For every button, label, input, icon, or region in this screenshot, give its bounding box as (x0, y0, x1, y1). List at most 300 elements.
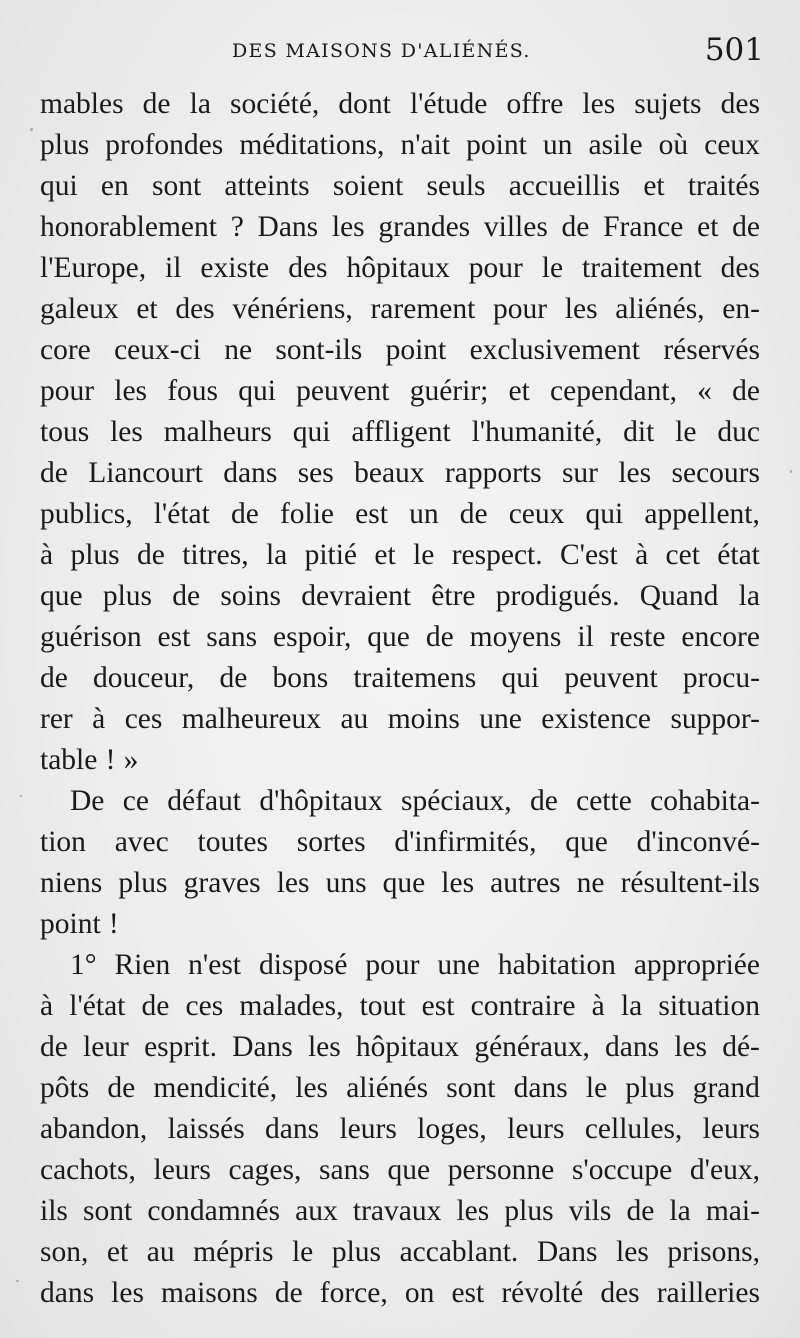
word: dans (223, 457, 278, 489)
word: core (40, 334, 91, 366)
word: d'eux, (689, 1154, 760, 1186)
text-line (40, 84, 760, 125)
word: et (136, 293, 158, 325)
word: 1° (70, 949, 97, 981)
word: mables (40, 88, 124, 120)
word: affligent (351, 416, 451, 448)
word: de (40, 1031, 68, 1063)
word: au (340, 703, 369, 735)
word: cohabita- (650, 785, 760, 817)
word: ceux (508, 498, 565, 530)
word: les (295, 1072, 329, 1104)
word: il (165, 252, 182, 284)
word: Dans (536, 1236, 598, 1268)
word: les (616, 1236, 649, 1268)
word: appellent, (644, 498, 760, 530)
word: de (561, 211, 590, 243)
word: disposé (258, 949, 348, 981)
word: encore (681, 621, 760, 653)
word: sont-ils (275, 334, 363, 366)
word: que (40, 580, 83, 612)
word: de (230, 498, 259, 530)
word: le (675, 416, 697, 448)
word: grandes (378, 211, 471, 243)
word: malheureux (181, 703, 322, 735)
word: cachots, (40, 1154, 136, 1186)
word: secours (671, 457, 760, 489)
word: rer (40, 703, 73, 735)
text-line (40, 494, 760, 535)
word: de (425, 621, 454, 653)
word: révolté (501, 1277, 584, 1309)
word: mendicité, (153, 1072, 278, 1104)
word: point (385, 334, 447, 366)
word: ses (297, 457, 334, 489)
running-head (0, 30, 800, 74)
word: de (40, 457, 68, 489)
word: seuls (426, 170, 486, 202)
word: et (106, 1236, 129, 1268)
word: les (110, 416, 143, 448)
word: n'ait (400, 129, 451, 161)
word: ? (230, 211, 244, 243)
word: que (367, 621, 410, 653)
word: Quand (639, 580, 719, 612)
word: mai- (705, 1195, 760, 1227)
word: résultent-ils (620, 867, 760, 899)
word: traitemens (353, 662, 477, 694)
word: pitié (304, 539, 358, 571)
word: des (720, 88, 760, 120)
word: des (720, 252, 760, 284)
word: existence (541, 703, 652, 735)
word: est (421, 990, 455, 1022)
word: ne (224, 334, 253, 366)
word: table (40, 744, 98, 776)
word: force, (319, 1277, 388, 1309)
word: on (404, 1277, 435, 1309)
word: sont (446, 1072, 496, 1104)
word: qui (585, 498, 624, 530)
word: hôpitaux (355, 1031, 460, 1063)
text-line (40, 125, 760, 166)
word: l'Europe, (40, 252, 147, 284)
word: méditations, (239, 129, 385, 161)
word: traités (687, 170, 760, 202)
word: ils (40, 1195, 68, 1227)
word: un (409, 498, 439, 530)
word: publics, (40, 498, 133, 530)
word: dans (605, 1031, 660, 1063)
word: dé- (722, 1031, 760, 1063)
word: ces (124, 703, 163, 735)
word: loges, (417, 1113, 487, 1145)
word: De (70, 785, 105, 817)
word: sur (561, 457, 598, 489)
word: ceux-ci (114, 334, 201, 366)
word: leurs (702, 1113, 760, 1145)
word: C'est (559, 539, 618, 571)
word: villes (483, 211, 548, 243)
word: ces (185, 990, 224, 1022)
word: vils (568, 1195, 612, 1227)
word: de (107, 1072, 136, 1104)
word: qui (40, 170, 78, 202)
word: avec (114, 826, 169, 858)
word: sont (83, 1195, 133, 1227)
word: soient (332, 170, 404, 202)
word: d'infirmités, (394, 826, 537, 858)
word: où (658, 129, 689, 161)
word: tion (40, 826, 86, 858)
word: de (141, 990, 170, 1022)
word: peuvent (296, 375, 390, 407)
word: habitation (497, 949, 616, 981)
word: vénériens, (232, 293, 353, 325)
word: cependant, (550, 375, 677, 407)
word: l'état (69, 990, 126, 1022)
word: exclusivement (469, 334, 640, 366)
word: point (466, 129, 527, 161)
word: cet (665, 539, 700, 571)
word: spéciaux, (401, 785, 512, 817)
word: les (582, 88, 616, 120)
word: douceur, (93, 662, 195, 694)
word: pour (493, 293, 548, 325)
word: les (618, 457, 652, 489)
word: de (219, 662, 248, 694)
word: société, (230, 88, 320, 120)
word: la (620, 990, 643, 1022)
word: les (307, 1031, 341, 1063)
text-line (40, 207, 760, 248)
word: abandon, (40, 1113, 148, 1145)
word: aux (295, 1195, 338, 1227)
word: est (355, 498, 388, 530)
word: plus (102, 580, 153, 612)
word: titres, (182, 539, 249, 571)
word: est (451, 1277, 485, 1309)
ink-speck (790, 470, 792, 473)
word: cages, (228, 1154, 302, 1186)
word: galeux (40, 293, 119, 325)
word: uns (325, 867, 367, 899)
word: en (100, 170, 129, 202)
word: tout (359, 990, 406, 1022)
word: de (626, 1195, 655, 1227)
word: pôts (40, 1072, 90, 1104)
word: n'est (188, 949, 241, 981)
word: sortes (296, 826, 366, 858)
word: qui (292, 416, 331, 448)
word: des (600, 1277, 640, 1309)
word: maisons (161, 1277, 258, 1309)
word: Dans (232, 1031, 293, 1063)
word: au (146, 1236, 175, 1268)
word: la (189, 88, 211, 120)
word: des (175, 293, 215, 325)
word: soins (220, 580, 282, 612)
text-line (40, 330, 760, 371)
word: de (274, 1277, 303, 1309)
text-line (40, 1068, 760, 1109)
word: Rien (114, 949, 171, 981)
running-title: DES MAISONS D'ALIÉNÉS. (232, 40, 531, 62)
word: qui (238, 375, 276, 407)
word: que (565, 826, 608, 858)
word: « (697, 375, 712, 407)
word: dans (265, 1113, 320, 1145)
word: ce (122, 785, 149, 817)
word: hôpitaux (346, 252, 450, 284)
word: rapports (444, 457, 542, 489)
word: est (157, 621, 191, 653)
word: à (40, 990, 54, 1022)
text-line (40, 822, 760, 863)
word: le (291, 1236, 314, 1268)
text-line (40, 863, 760, 904)
word: que (382, 867, 426, 899)
word: sans (319, 1154, 370, 1186)
text-line (40, 289, 760, 330)
word: appropriée (633, 949, 760, 981)
text-line (40, 1191, 760, 1232)
text-line (40, 576, 760, 617)
ink-speck (30, 128, 33, 131)
word: pour (40, 375, 95, 407)
word: mépris (193, 1236, 274, 1268)
text-line (40, 1109, 760, 1150)
text-line (40, 1232, 760, 1273)
word: réservés (663, 334, 760, 366)
word: grand (692, 1072, 760, 1104)
word: devraient (301, 580, 412, 612)
word: niens (40, 867, 103, 899)
word: à (591, 990, 605, 1022)
word: de (529, 785, 558, 817)
word: la (265, 539, 288, 571)
text-line (40, 617, 760, 658)
word: que (387, 1154, 431, 1186)
word: la (669, 1195, 691, 1227)
word: généraux, (474, 1031, 590, 1063)
text-line (40, 658, 760, 699)
word: plus (625, 1072, 675, 1104)
word: les (456, 1195, 490, 1227)
word: de (137, 539, 165, 571)
word: le (413, 539, 435, 571)
text-line (40, 740, 760, 781)
word: malades, (239, 990, 344, 1022)
word: qui (501, 662, 540, 694)
word: et (697, 211, 719, 243)
word: aliénés (346, 1072, 429, 1104)
word: il (577, 621, 594, 653)
word: pour (468, 252, 523, 284)
word: à (635, 539, 649, 571)
word: aliénés, (615, 293, 705, 325)
word: point (40, 908, 101, 940)
word: de (142, 88, 171, 120)
word: condamnés (147, 1195, 281, 1227)
ink-speck (20, 795, 22, 797)
word: tous (40, 416, 90, 448)
word: honorablement (40, 211, 217, 243)
word: l'état (153, 498, 210, 530)
word: reste (609, 621, 666, 653)
word: ceux (704, 129, 760, 161)
word: leurs (507, 1113, 565, 1145)
word: duc (717, 416, 760, 448)
word: guérison (40, 621, 142, 653)
text-line (40, 1150, 760, 1191)
word: accueillis (508, 170, 621, 202)
word: des (288, 252, 328, 284)
word: état (717, 539, 760, 571)
word: moins (387, 703, 460, 735)
word: prisons, (667, 1236, 760, 1268)
word: le (541, 252, 564, 284)
word: être (431, 580, 476, 612)
word: fous (167, 375, 219, 407)
word: leurs (153, 1154, 211, 1186)
word: prodigués. (495, 580, 620, 612)
word: ne (576, 867, 605, 899)
word: atteints (224, 170, 310, 202)
word: cellules, (584, 1113, 683, 1145)
word: l'humanité, (471, 416, 603, 448)
word: graves (183, 867, 261, 899)
word: situation (658, 990, 760, 1022)
word: une (437, 949, 480, 981)
word: le (585, 1072, 608, 1104)
word: les (564, 293, 598, 325)
word: France (603, 211, 684, 243)
word: leurs (339, 1113, 397, 1145)
word: un (542, 129, 573, 161)
word: et (508, 375, 530, 407)
word: contraire (470, 990, 576, 1022)
word: les (441, 867, 475, 899)
word: et (643, 170, 665, 202)
word: de (732, 375, 760, 407)
word: une (479, 703, 522, 735)
word: toutes (197, 826, 268, 858)
word: sujets (634, 88, 702, 120)
word: ! (105, 744, 116, 776)
word: profondes (105, 129, 224, 161)
word: suppor- (670, 703, 760, 735)
word: asile (588, 129, 643, 161)
word: défaut (167, 785, 241, 817)
word: les (331, 211, 365, 243)
word: leur (83, 1031, 129, 1063)
text-line (40, 781, 760, 822)
word: personne (447, 1154, 555, 1186)
word: de (459, 498, 488, 530)
word: sont (151, 170, 202, 202)
word: d'hôpitaux (259, 785, 383, 817)
text-line (40, 986, 760, 1027)
text-line (40, 248, 760, 289)
text-line (40, 699, 760, 740)
ink-speck (16, 1280, 19, 1282)
word: plus (118, 867, 168, 899)
word: la (738, 580, 760, 612)
word: dans (513, 1072, 568, 1104)
word: d'inconvé- (636, 826, 760, 858)
word: les (114, 375, 148, 407)
text-line (40, 453, 760, 494)
word: malheurs (163, 416, 272, 448)
word: Dans (257, 211, 319, 243)
word: cette (576, 785, 632, 817)
word: sans (206, 621, 258, 653)
word: esprit. (144, 1031, 217, 1063)
text-line (40, 535, 760, 576)
text-line (40, 371, 760, 412)
word: de (40, 662, 68, 694)
word: plus (504, 1195, 554, 1227)
text-line (40, 1027, 760, 1068)
word: de (732, 211, 760, 243)
word: beaux (354, 457, 425, 489)
word: ! (108, 908, 119, 940)
word: dont (338, 88, 391, 120)
word: folie (279, 498, 335, 530)
word: plus (40, 129, 90, 161)
word: bons (272, 662, 329, 694)
word: accablant. (399, 1236, 519, 1268)
word: laissés (167, 1113, 245, 1145)
word: pour (365, 949, 420, 981)
word: l'étude (409, 88, 488, 120)
word: les (111, 1277, 144, 1309)
word: en- (722, 293, 760, 325)
word: les (674, 1031, 708, 1063)
word: dans (40, 1277, 95, 1309)
body-text (40, 84, 760, 1314)
word: moyens (469, 621, 562, 653)
word: guérir; (409, 375, 489, 407)
word: offre (506, 88, 564, 120)
word: et (374, 539, 396, 571)
word: les (276, 867, 310, 899)
word: respect. (451, 539, 543, 571)
text-line (40, 166, 760, 207)
word: existe (200, 252, 270, 284)
word: autres (490, 867, 561, 899)
page-number: 501 (704, 32, 764, 68)
word: à (92, 703, 106, 735)
word: de (172, 580, 201, 612)
word: dit (623, 416, 655, 448)
word: peuvent (564, 662, 658, 694)
word: procu- (682, 662, 760, 694)
word: espoir, (273, 621, 352, 653)
word: traitement (582, 252, 702, 284)
word: s'occupe (571, 1154, 673, 1186)
word: » (123, 744, 139, 776)
word: travaux (352, 1195, 442, 1227)
word: rarement (370, 293, 476, 325)
word: à (40, 539, 54, 571)
text-line (40, 945, 760, 986)
word: plus (70, 539, 120, 571)
text-line (40, 904, 760, 945)
text-line (40, 412, 760, 453)
word: Liancourt (88, 457, 203, 489)
